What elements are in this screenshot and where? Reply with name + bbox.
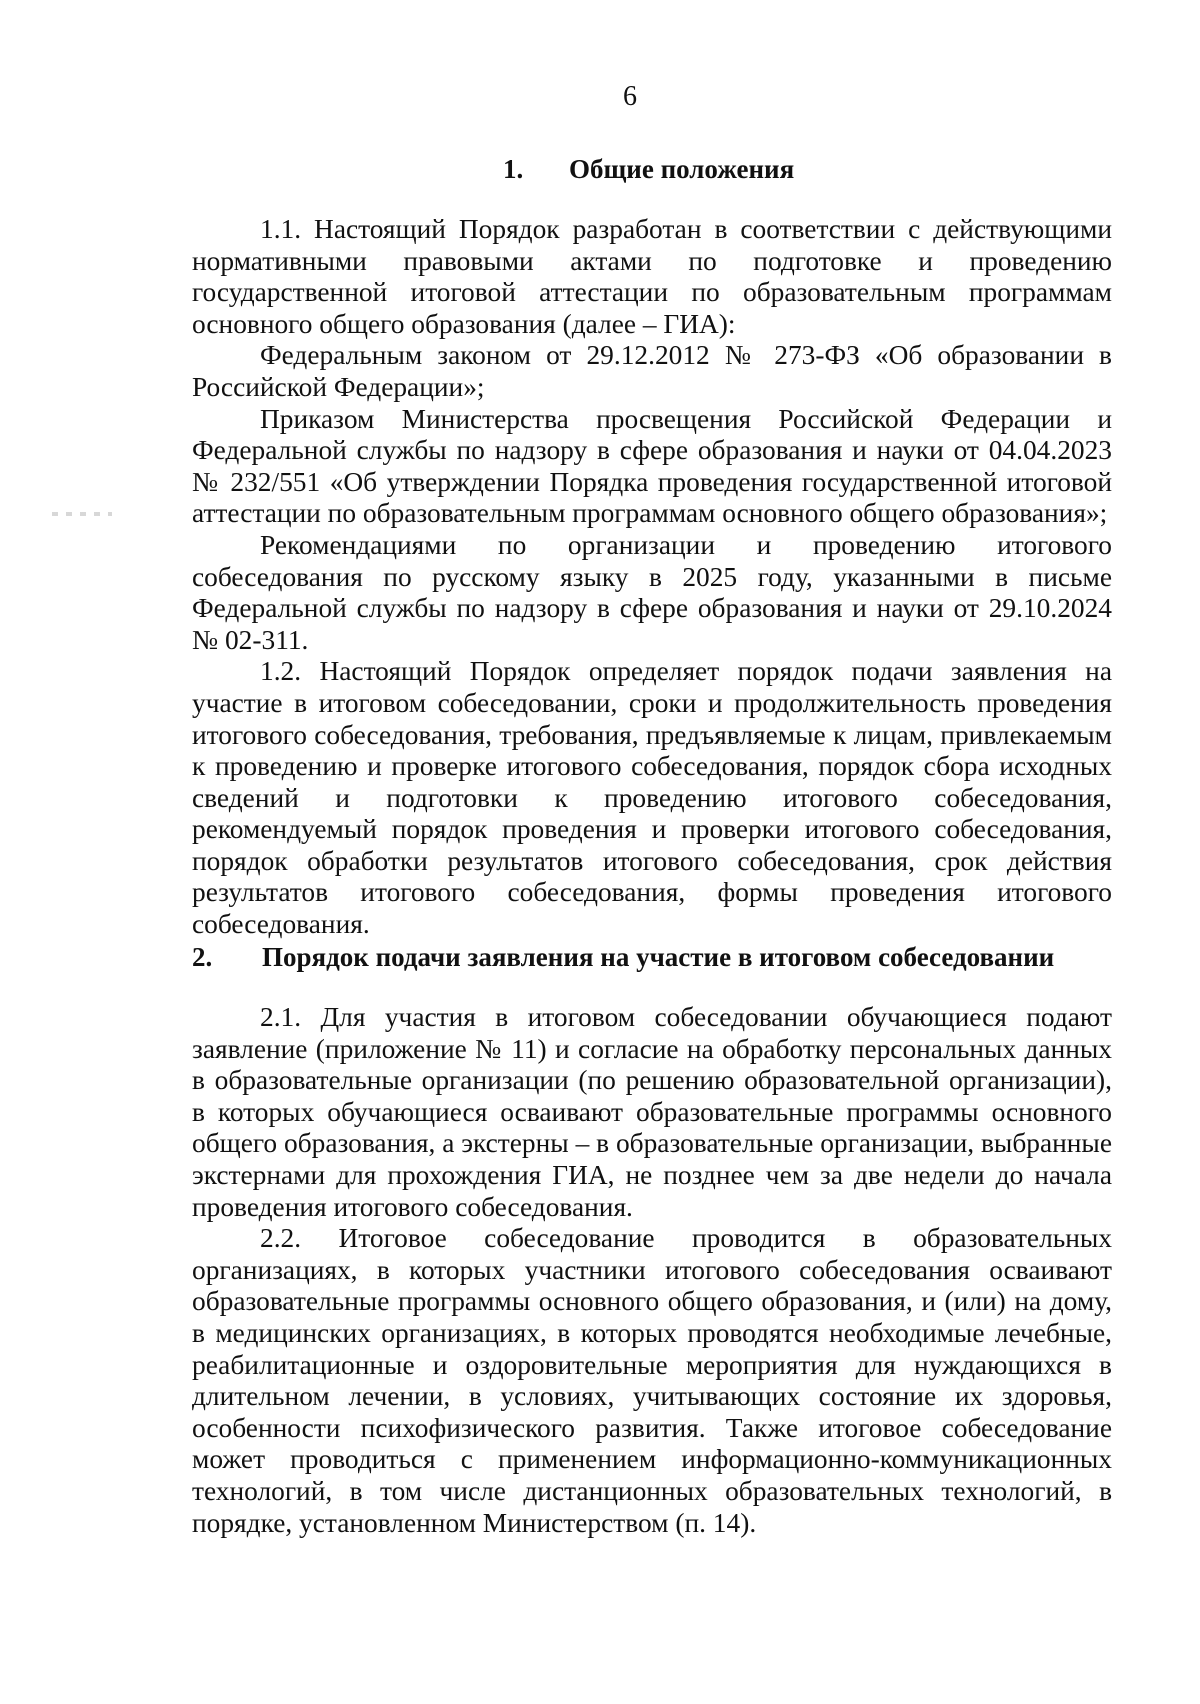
paragraph-order: Приказом Министерства просвещения Российской Федерации и Федеральной службы по надзору в сфере образования и науки от 04.04.2023 № 232/551 «Об утверждении Порядка проведения государственной итоговой аттестации по образовательным программам основного общего образования»; xyxy=(192,403,1112,529)
section-1-number: 1. xyxy=(503,154,524,184)
paragraph-federal-law: Федеральным законом от 29.12.2012 № 273-ФЗ «Об образовании в Российской Федерации»; xyxy=(192,340,1112,402)
scan-artifact xyxy=(52,512,112,516)
section-2-number: 2. xyxy=(192,942,213,972)
section-1-body xyxy=(192,214,1112,941)
paragraph-1-1: 1.1. Настоящий Порядок разработан в соответствии с действующими нормативными правовыми актами по подготовке и проведению государственной итоговой аттестации по образовательным программам основного общего образования (далее – ГИА): xyxy=(192,214,1112,339)
section-2-title: Порядок подачи заявления на участие в итоговом собеседовании xyxy=(262,942,1055,972)
page-number: 6 xyxy=(623,81,637,112)
section-2-body xyxy=(192,1002,1112,1539)
section-1-heading xyxy=(503,152,794,186)
paragraph-recommendations: Рекомендациями по организации и проведению итогового собеседования по русскому языку в 2025 году, указанными в письме Федеральной службы по надзору в сфере образования и науки от 29.10.2024 № 02-311. xyxy=(192,529,1112,655)
section-1-title: Общие положения xyxy=(569,154,795,184)
section-2-heading xyxy=(192,940,1054,974)
paragraph-1-2: 1.2. Настоящий Порядок определяет порядок подачи заявления на участие в итоговом собеседовании, сроки и продолжительность проведения итогового собеседования, требования, предъявляемые к лицам, привлекаемым к проведению и проверке итогового собеседования, порядок сбора исходных сведений и подготовки к проведению итогового собеседования, рекомендуемый порядок проведения и проверки итогового собеседования, порядок обработки результатов итогового собеседования, срок действия результатов итогового собеседования, формы проведения итогового собеседования. xyxy=(192,656,1112,940)
paragraph-2-2: 2.2. Итоговое собеседование проводится в образовательных организациях, в которых участники итогового собеседования осваивают образовательные программы основного общего образования, и (или) на дому, в медицинских организациях, в которых проводятся необходимые лечебные, реабилитационные и оздоровительные мероприятия для нуждающихся в длительном лечении, в условиях, учитывающих состояние их здоровья, особенности психофизического развития. Также итоговое собеседование может проводиться с применением информационно-коммуникационных технологий, в том числе дистанционных образовательных технологий, в порядке, установленном Министерством (п. 14). xyxy=(192,1223,1112,1538)
paragraph-2-1: 2.1. Для участия в итоговом собеседовании обучающиеся подают заявление (приложение № 11) и согласие на обработку персональных данных в образовательные организации (по решению образовательной организации), в которых обучающиеся осваивают образовательные программы основного общего образования, а экстерны – в образовательные организации, выбранные экстернами для прохождения ГИА, не позднее чем за две недели до начала проведения итогового собеседования. xyxy=(192,1002,1112,1222)
